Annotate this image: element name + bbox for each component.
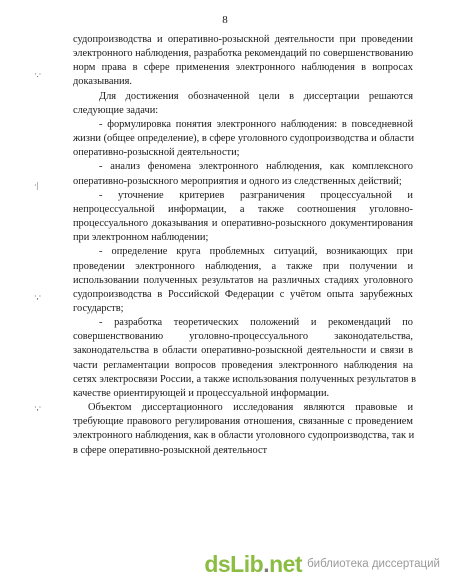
text-line: следующие задачи:: [73, 104, 159, 116]
margin-mark: ·,·: [34, 292, 42, 301]
text-line: норм права в сфере применения электронного наблюдения в вопросах: [73, 62, 413, 74]
text-line: - анализ феномена электронного наблюдения, как комплексного: [99, 161, 413, 173]
text-line: электронного наблюдения, как в области уголовного судопроизводства, так и: [73, 430, 415, 442]
margin-mark: ·,·: [34, 403, 42, 412]
body-text: [73, 33, 417, 458]
watermark-caption: библиотека диссертаций: [307, 557, 440, 570]
text-line: использовании полученных результатов на различных стадиях уголовного: [73, 274, 413, 286]
text-line: государств;: [73, 302, 124, 314]
text-line: оперативно-розыскного мероприятия и одного из следственных действий;: [73, 175, 402, 187]
text-line: оперативно-розыскной деятельности;: [73, 147, 240, 159]
dslib-logo: dsLib.net: [204, 551, 303, 577]
text-line: - формулировка понятия электронного наблюдения: в повседневной: [99, 118, 413, 130]
text-line: судопроизводства в Российской Федерации с учётом опыта зарубежных: [73, 288, 413, 300]
dslib-watermark: [204, 553, 440, 576]
text-line: - уточнение критериев разграничения процессуальной и: [99, 189, 413, 201]
text-line: требующие правового регулирования отношения, связанные с проведением: [73, 416, 413, 428]
text-line: - определение круга проблемных ситуаций, возникающих при: [99, 246, 413, 258]
text-line: законодательства в области оперативно-розыскной деятельности и связи в: [73, 345, 413, 357]
text-line: сетях электросвязи России, а также использования полученных результатов в: [73, 373, 417, 385]
text-line: при электронном наблюдении;: [73, 232, 209, 244]
page-number: 8: [222, 14, 228, 26]
margin-mark: ·.·: [34, 70, 42, 79]
text-line: качестве ориентирующей и процессуальной информации.: [73, 387, 330, 399]
text-line: доказывания.: [73, 76, 132, 88]
text-line: Объектом диссертационного исследования являются правовые и: [88, 402, 413, 414]
text-line: судопроизводства и оперативно-розыскной деятельности при проведении: [73, 34, 413, 45]
text-line: электронного наблюдения, разработка рекомендаций по совершенствованию: [73, 48, 414, 60]
margin-mark: ·|: [34, 181, 39, 190]
text-line: части регламентации вопросов проведения электронного наблюдения на: [73, 359, 413, 371]
text-line: Для достижения обозначенной цели в диссертации решаются: [99, 90, 413, 102]
text-line: - разработка теоретических положений и рекомендаций по: [99, 317, 413, 329]
text-line: непроцессуальной информации, а также соотношения уголовно-: [73, 203, 413, 215]
text-line: процессуального доказывания и оперативно-розыскного документирования: [73, 218, 413, 230]
text-line: жизни (общее определение), в сфере уголовного судопроизводства и области: [73, 133, 415, 145]
text-line: в сфере оперативно-розыскной деятельност: [73, 444, 268, 456]
text-line: проведении электронного наблюдения, а также при получении и: [73, 260, 413, 272]
text-line: совершенствованию уголовно-процессуального законодательства,: [73, 331, 413, 343]
